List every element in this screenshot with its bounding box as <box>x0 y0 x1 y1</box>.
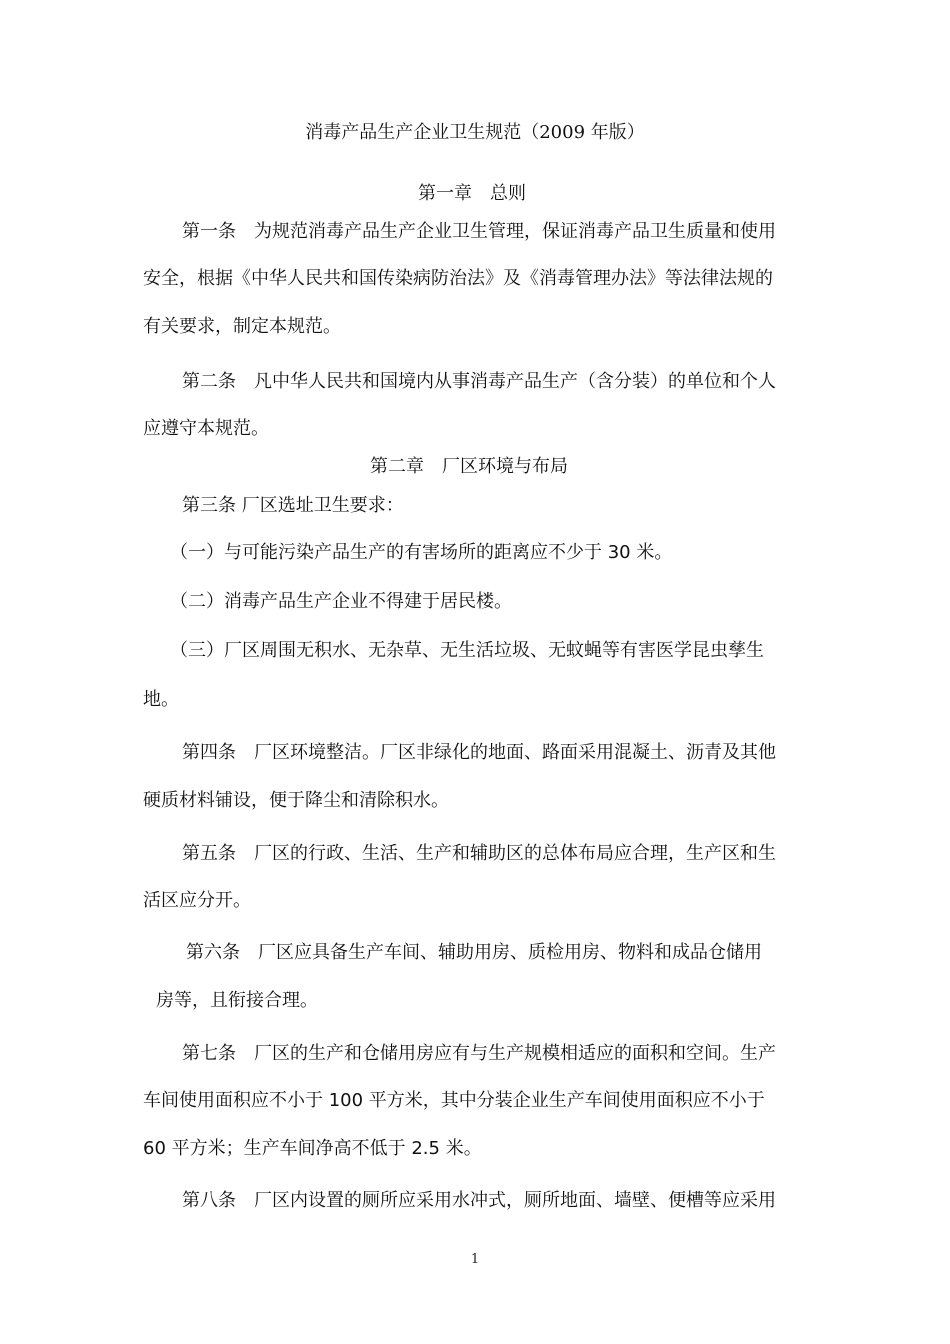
chapter-heading: 第一章 总则 <box>418 183 526 204</box>
article-3-item-3-line-2: 地。 <box>143 689 179 710</box>
article-6-line-2: 房等，且衔接合理。 <box>156 990 318 1011</box>
article-2-line-2: 应遵守本规范。 <box>143 418 269 439</box>
article-1-line-2: 安全，根据《中华人民共和国传染病防治法》及《消毒管理办法》等法律法规的 <box>143 268 773 289</box>
article-8-line-1: 第八条 厂区内设置的厕所应采用水冲式，厕所地面、墙壁、便槽等应采用 <box>182 1190 776 1211</box>
article-6-line-1: 第六条 厂区应具备生产车间、辅助用房、质检用房、物料和成品仓储用 <box>186 942 762 963</box>
article-1-line-3: 有关要求，制定本规范。 <box>143 316 341 337</box>
page-number: 1 <box>470 1252 480 1267</box>
article-2-line-1: 第二条 凡中华人民共和国境内从事消毒产品生产（含分装）的单位和个人 <box>182 371 776 392</box>
chapter-heading: 第二章 厂区环境与布局 <box>370 456 568 477</box>
article-4-line-2: 硬质材料铺设，便于降尘和清除积水。 <box>143 790 449 811</box>
article-3-item-2: （二）消毒产品生产企业不得建于居民楼。 <box>170 591 512 612</box>
article-3-line-1: 第三条 厂区选址卫生要求： <box>182 495 404 516</box>
article-3-item-3-line-1: （三）厂区周围无积水、无杂草、无生活垃圾、无蚊蝇等有害医学昆虫孳生 <box>170 640 764 661</box>
article-7-line-2: 车间使用面积应不小于 100 平方米，其中分装企业生产车间使用面积应不小于 <box>143 1090 765 1111</box>
article-5-line-1: 第五条 厂区的行政、生活、生产和辅助区的总体布局应合理，生产区和生 <box>182 843 776 864</box>
article-5-line-2: 活区应分开。 <box>143 890 251 911</box>
article-1-line-1: 第一条 为规范消毒产品生产企业卫生管理，保证消毒产品卫生质量和使用 <box>182 221 776 242</box>
article-3-item-1: （一）与可能污染产品生产的有害场所的距离应不少于 30 米。 <box>170 542 673 563</box>
article-7-line-3: 60 平方米；生产车间净高不低于 2.5 米。 <box>143 1138 482 1159</box>
article-7-line-1: 第七条 厂区的生产和仓储用房应有与生产规模相适应的面积和空间。生产 <box>182 1043 776 1064</box>
article-4-line-1: 第四条 厂区环境整洁。厂区非绿化的地面、路面采用混凝土、沥青及其他 <box>182 742 776 763</box>
document-title: 消毒产品生产企业卫生规范（2009 年版） <box>305 122 645 143</box>
